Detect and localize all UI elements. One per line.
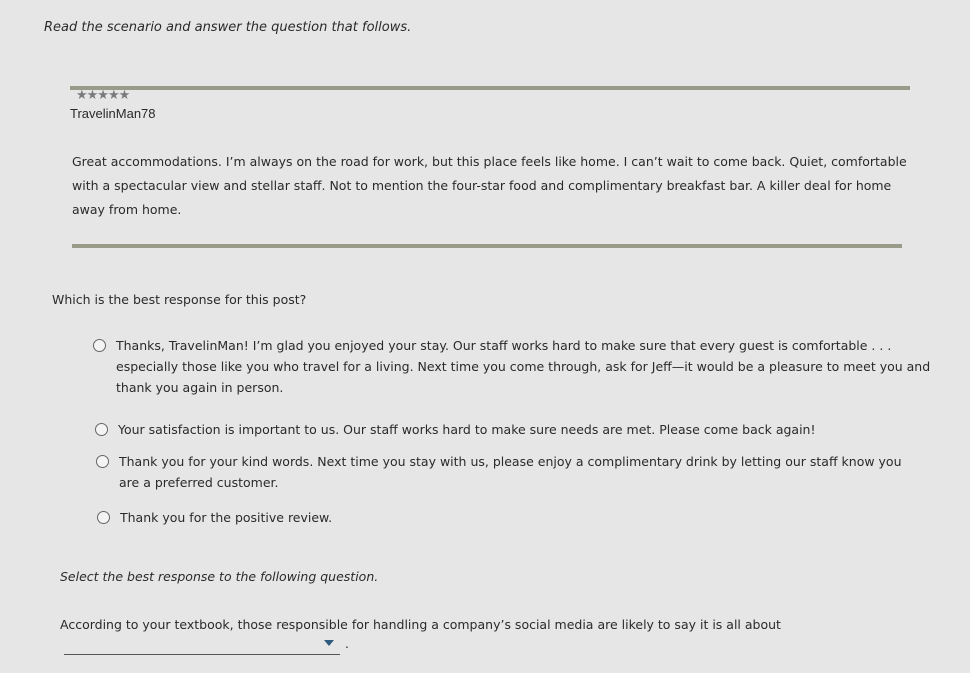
answer-option-label: Thanks, TravelinMan! I’m glad you enjoyed your stay. Our staff works hard to make sure that every guest is comfortable . . . especially those like you who travel for a living. Next time you come through, ask for Jeff—it would be a pleasure to meet you and thank you again in person. — [116, 338, 931, 395]
select-instructions-text: Select the best response to the following question. — [60, 569, 379, 584]
divider-top — [70, 86, 910, 90]
answer-option-label: Thank you for the positive review. — [120, 510, 333, 525]
radio-button[interactable] — [96, 455, 109, 468]
divider-bottom — [72, 244, 902, 248]
sentence-period: . — [345, 637, 349, 651]
chevron-down-icon[interactable] — [324, 640, 334, 646]
answer-option[interactable] — [93, 335, 933, 398]
answer-option[interactable] — [96, 451, 916, 493]
answer-dropdown[interactable] — [64, 636, 340, 655]
star-rating: ★★★★★ — [76, 88, 130, 103]
question-text: Which is the best response for this post? — [52, 292, 307, 307]
radio-button[interactable] — [97, 511, 110, 524]
radio-button[interactable] — [95, 423, 108, 436]
answer-option[interactable] — [97, 507, 697, 528]
fill-in-question-text: According to your textbook, those responsible for handling a company’s social media are likely to say it is all about — [60, 617, 781, 632]
review-username: TravelinMan78 — [70, 106, 156, 121]
review-text: Great accommodations. I’m always on the road for work, but this place feels like home. I can’t wait to come back. Quiet, comfortable with a spectacular view and stellar staff. Not to mention the four-star food and complimentary breakfast bar. A killer deal for home away from home. — [72, 154, 907, 217]
answer-option-label: Thank you for your kind words. Next time you stay with us, please enjoy a complimentary drink by letting our staff know you are a preferred customer. — [119, 454, 902, 490]
answer-option[interactable] — [95, 419, 895, 440]
answer-option-label: Your satisfaction is important to us. Our staff works hard to make sure needs are met. Please come back again! — [118, 422, 816, 437]
radio-button[interactable] — [93, 339, 106, 352]
instructions-text: Read the scenario and answer the question that follows. — [44, 20, 412, 35]
